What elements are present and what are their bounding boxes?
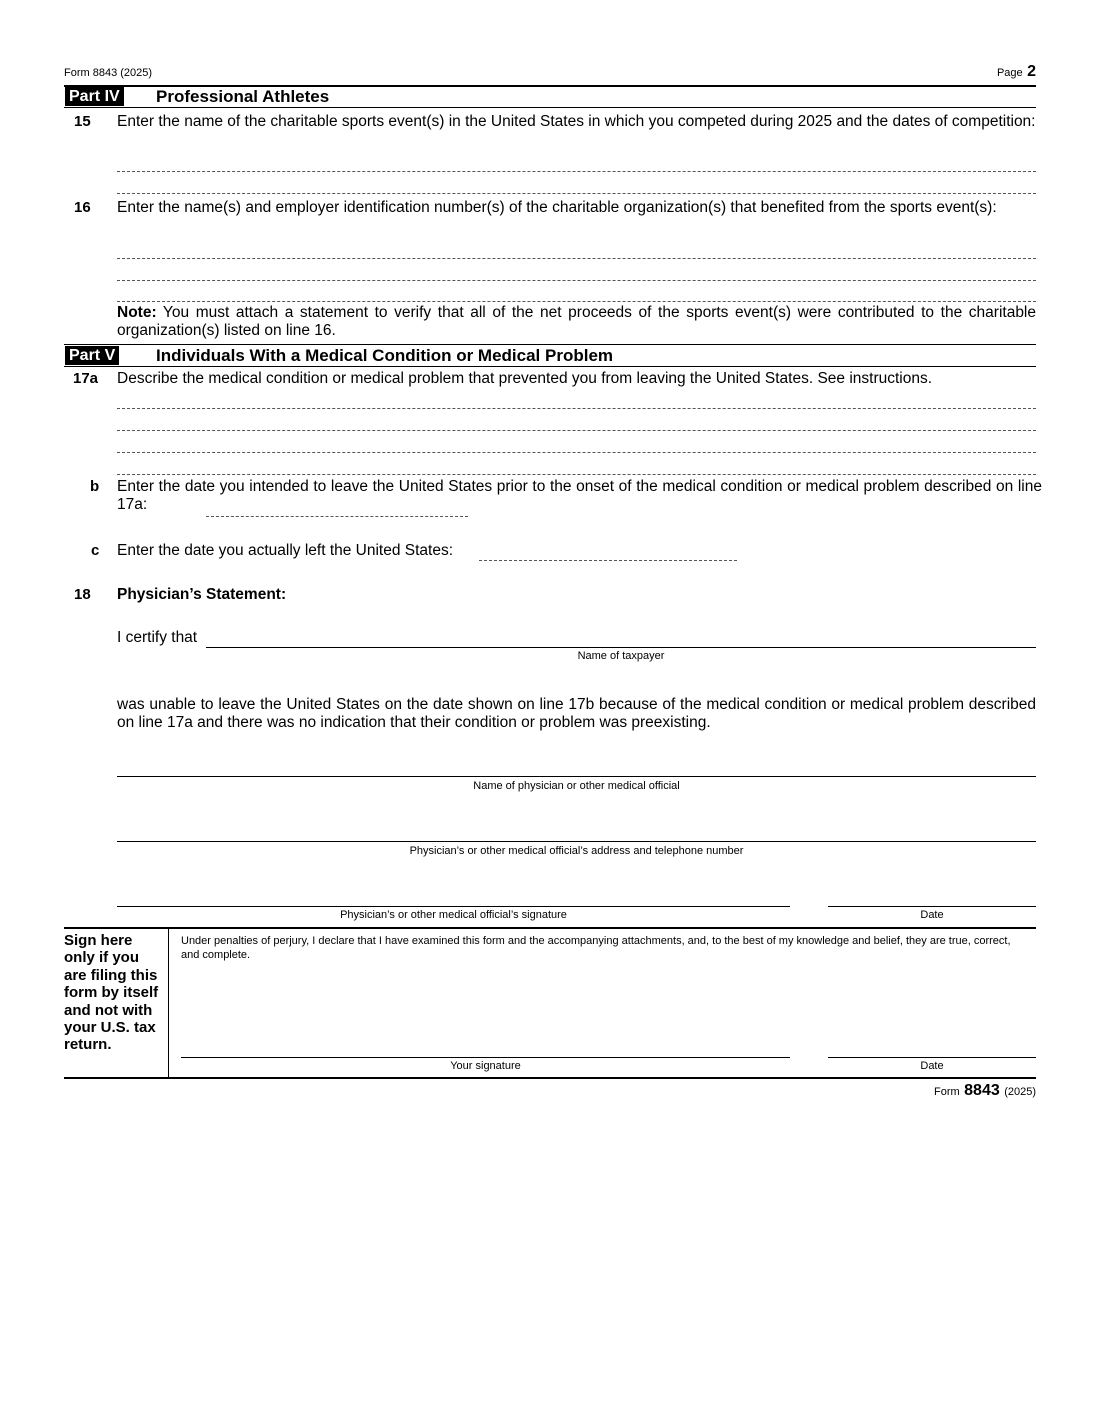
footer-form-number: 8843 <box>964 1082 1000 1099</box>
your-signature-caption: Your signature <box>450 1060 521 1072</box>
line-16-entry-2[interactable] <box>117 280 1036 281</box>
line-15-entry-1[interactable] <box>117 171 1036 172</box>
line-18-title: Physician’s Statement: <box>117 586 287 603</box>
line-18-number: 18 <box>74 586 91 603</box>
your-signature-field[interactable] <box>181 1057 790 1058</box>
line-17a-text: Describe the medical condition or medical problem that prevented you from leaving the United States. See instructions. <box>117 370 933 387</box>
line-17a-entry-2[interactable] <box>117 430 1036 431</box>
line-15-text: Enter the name of the charitable sports event(s) in the United States in which you competed during 2025 and the dates of competition: <box>117 113 1036 130</box>
page-number: 2 <box>1027 63 1036 80</box>
perjury-declaration: Under penalties of perjury, I declare that I have examined this form and the accompanying attachments, and, to the best of my knowledge and belief, they are true, correct, and complete. <box>181 935 1011 961</box>
line-15-number: 15 <box>74 113 91 130</box>
sign-section-top-rule <box>64 927 1036 929</box>
page-word: Page <box>996 67 1023 79</box>
physician-address-caption: Physician’s or other medical official’s address and telephone number <box>409 845 744 857</box>
part-v-rule <box>64 366 1036 367</box>
line-16-number: 16 <box>74 199 91 216</box>
page-indicator <box>997 63 1036 81</box>
part-iv-title: Professional Athletes <box>156 87 330 106</box>
line-15-entry-2[interactable] <box>117 193 1036 194</box>
sign-section-divider <box>168 928 169 1078</box>
form-footer <box>934 1082 1036 1100</box>
taxpayer-name-caption: Name of taxpayer <box>577 650 665 662</box>
sign-date-caption: Date <box>920 1060 944 1072</box>
certify-prefix: I certify that <box>117 629 198 646</box>
part-iv-rule <box>64 107 1036 108</box>
physician-date-caption: Date <box>920 909 944 921</box>
note-label: Note: <box>117 304 157 321</box>
footer-year: (2025) <box>1004 1086 1036 1098</box>
line-17a-entry-3[interactable] <box>117 452 1036 453</box>
line-17c-text: Enter the date you actually left the United States: <box>117 542 454 559</box>
part-v-badge: Part V <box>65 346 119 365</box>
part-v-title: Individuals With a Medical Condition or Medical Problem <box>156 346 614 365</box>
part-iv-badge: Part IV <box>65 87 124 106</box>
physician-signature-caption: Physician’s or other medical official’s signature <box>340 909 567 921</box>
sign-here-label: Sign here only if you are filing this form by itself and not with your U.S. tax return. <box>64 932 159 1054</box>
physician-address-field[interactable] <box>117 841 1036 842</box>
line-17b-date-field[interactable] <box>206 516 468 517</box>
certify-text: was unable to leave the United States on the date shown on line 17b because of the medical condition or medical problem described on line 17a and there was no indication that their condition or problem was preexisting. <box>117 696 1036 731</box>
physician-signature-field[interactable] <box>117 906 790 907</box>
part-v-top-rule <box>64 344 1036 345</box>
sign-date-field[interactable] <box>828 1057 1036 1058</box>
note-text: You must attach a statement to verify that all of the net proceeds of the sports event(s) were contributed to the charitable organization(s) listed on line 16. <box>117 304 1036 339</box>
physician-name-caption: Name of physician or other medical official <box>473 780 680 792</box>
line-17b-number: b <box>90 478 100 495</box>
line-17b-text: Enter the date you intended to leave the United States prior to the onset of the medical condition or medical problem described on line 17a: <box>117 478 1042 513</box>
line-16-entry-3[interactable] <box>117 301 1036 302</box>
taxpayer-name-field[interactable] <box>206 647 1036 648</box>
line-17a-number: 17a <box>73 370 99 387</box>
physician-date-field[interactable] <box>828 906 1036 907</box>
line-16-entry-1[interactable] <box>117 258 1036 259</box>
note-paragraph <box>117 304 1036 340</box>
line-17a-entry-1[interactable] <box>117 408 1036 409</box>
line-17c-number: c <box>91 542 100 559</box>
sign-section-bottom-rule <box>64 1077 1036 1079</box>
footer-form-word: Form <box>934 1086 960 1098</box>
line-16-text: Enter the name(s) and employer identification number(s) of the charitable organization(s) that benefited from the sports event(s): <box>117 199 997 216</box>
line-17c-date-field[interactable] <box>479 560 737 561</box>
form-header-label: Form 8843 (2025) <box>64 67 153 79</box>
line-17a-entry-4[interactable] <box>117 474 1036 475</box>
physician-name-field[interactable] <box>117 776 1036 777</box>
